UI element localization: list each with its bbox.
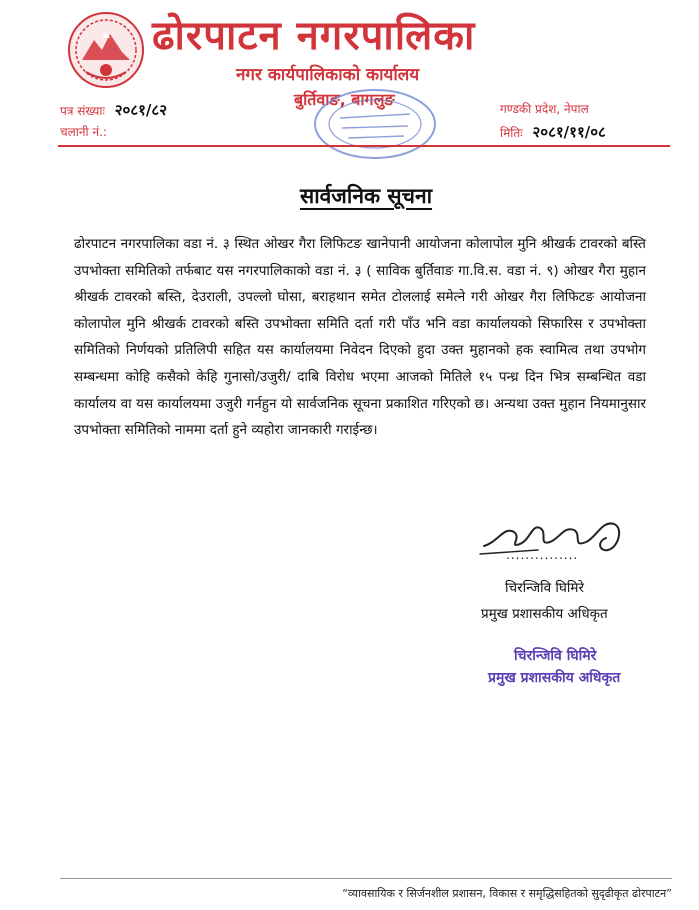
notice-body: ढोरपाटन नगरपालिका वडा नं. ३ स्थित ओखर गैरा लिफिटङ खानेपानी आयोजना कोलापोल मुनि श्रीखर्क टावरको बस्ति उपभोक्ता समितिको तर्फबाट यस नगरपालिकाको वडा नं. ३ ( साविक बुर्तिवाङ गा.वि.स. वडा नं. ९) ओखर गैरा मुहान श्रीखर्क टावरको बस्ति, देउराली, उपल्लो घोसा, बराहथान समेत टोललाई समेत्ने गरी ओखर गैरा लिफिटङ आयोजना कोलापोल मुनि श्रीखर्क टावरको बस्ति उपभोक्ता समिति दर्ता गरी पाँउ भनि वडा कार्यालयको सिफारिस र उपभोक्ता समितिको निर्णयको प्रतिलिपी सहित यस कार्यालयमा निवेदन दिएको हुदा उक्त मुहानको हक स्वामित्व तथा उपभोग सम्बन्धमा कोहि कसैको केहि गुनासो/उजुरी/ दाबि विरोध भएमा आजको मितिले १५ पन्ध्र दिन भित्र सम्बन्धित वडा कार्यालय वा यस कार्यालयमा उजुरी गर्नहुन यो सार्वजनिक सूचना प्रकाशित गरिएको छ। अन्यथा उक्त मुहान नियमानुसार उपभोक्ता समितिको नाममा दर्ता हुने व्यहोरा जानकारी गराईन्छ।	[74, 236, 646, 439]
nepal-emblem-icon	[66, 10, 146, 90]
signature-dots: ...............	[506, 548, 579, 562]
date-block	[500, 100, 606, 144]
office-stamp-icon	[300, 84, 450, 162]
municipality-name: ढोरपाटन नगरपालिका	[152, 13, 476, 59]
date-label: मितिः	[500, 126, 523, 140]
signer-name: चिरन्जिवि घिमिरे	[505, 580, 584, 596]
ref-number-label: पत्र संख्याः	[60, 104, 105, 118]
date-value: २०८१/११/०८	[532, 123, 606, 141]
notice-title: सार्वजनिक सूचना	[300, 184, 433, 208]
header-divider	[58, 145, 670, 147]
stamp-signer-name: चिरन्जिवि घिमिरे	[514, 648, 597, 664]
province-label: गण्डकी प्रदेश, नेपाल	[500, 102, 589, 116]
footer-motto: “व्यावसायिक र सिर्जनशील प्रशासन, विकास र समृद्धिसहितको सुदृढीकृत ढोरपाटन”	[342, 887, 672, 900]
dispatch-number-label: चलानी नं.:	[60, 125, 107, 139]
office-location: बुर्तिवाङ, बागलुङ	[294, 90, 395, 109]
signer-title: प्रमुख प्रशासकीय अधिकृत	[481, 606, 608, 622]
reference-block	[60, 100, 167, 144]
ref-number-value: २०८१/८२	[114, 101, 167, 119]
stamp-signer-title: प्रमुख प्रशासकीय अधिकृत	[488, 670, 621, 686]
office-name: नगर कार्यपालिकाको कार्यालय	[236, 65, 420, 85]
footer-divider	[60, 878, 672, 879]
